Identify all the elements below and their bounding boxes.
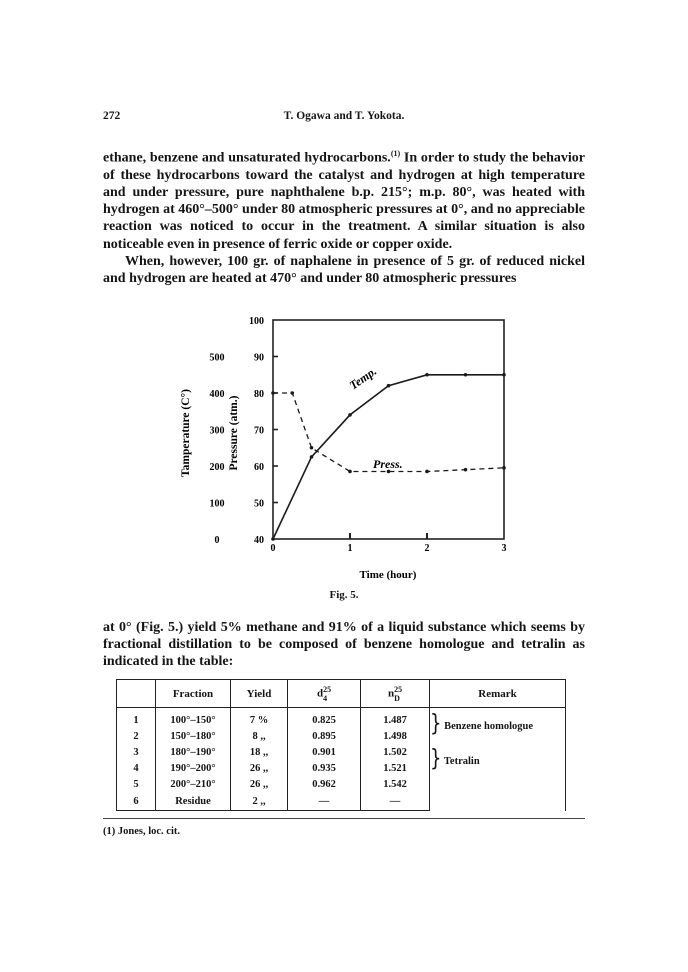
press-point bbox=[348, 470, 352, 474]
temperature-tick-label: 200 bbox=[209, 462, 225, 473]
temp-point bbox=[271, 537, 275, 541]
pressure-tick-label: 80 bbox=[254, 389, 264, 400]
table-row: 2 150°–180° 8 ,, 0.895 1.498 bbox=[117, 728, 566, 744]
table-row: 3 180°–190° 18 ,, 0.901 1.502 bbox=[117, 744, 566, 760]
paragraph-3: at 0° (Fig. 5.) yield 5% methane and 91% of a liquid substance which seems by fractional distillation to be composed of benzene homologue and tetralin as indicated in the table: bbox=[103, 620, 585, 670]
remark-tetralin: } Tetralin bbox=[430, 744, 480, 773]
press-point bbox=[464, 468, 468, 472]
press-point bbox=[271, 391, 275, 395]
figure-caption: Fig. 5. bbox=[329, 589, 359, 601]
footnote-ref: (1) bbox=[390, 149, 401, 158]
temp-point bbox=[387, 384, 391, 388]
temperature-tick-label: 100 bbox=[209, 498, 225, 510]
col-header-density: d25 4 bbox=[288, 680, 361, 708]
x-tick-label: 2 bbox=[424, 543, 430, 554]
remark-benzene: } Benzene homologue bbox=[430, 709, 534, 738]
body-text-bottom bbox=[103, 619, 585, 671]
temp-point bbox=[348, 413, 352, 417]
pressure-tick-label: 90 bbox=[254, 352, 264, 364]
temp-point bbox=[310, 455, 314, 459]
temperature-tick-label: 400 bbox=[209, 389, 225, 400]
tick-labels bbox=[210, 316, 507, 554]
fraction-table bbox=[116, 679, 566, 811]
running-head: T. Ogawa and T. Yokota. bbox=[283, 110, 405, 122]
temp-point bbox=[464, 373, 468, 377]
temperature-axis-label: Tamperature (C°) bbox=[180, 389, 192, 477]
footnote: (1) Jones, loc. cit. bbox=[103, 826, 180, 837]
table-header-row bbox=[117, 680, 566, 708]
press-point bbox=[425, 470, 429, 474]
press-point bbox=[310, 446, 314, 450]
temperature-tick-label: 0 bbox=[214, 535, 220, 546]
pressure-axis-label: Pressure (atm.) bbox=[228, 395, 240, 471]
x-tick-label: 0 bbox=[270, 543, 276, 554]
col-header-yield: Yield bbox=[231, 680, 288, 708]
press-point bbox=[290, 391, 294, 395]
pressure-tick-label: 100 bbox=[249, 316, 264, 327]
col-header-number bbox=[117, 680, 156, 708]
paragraph-1: ethane, benzene and unsaturated hydrocarbons.$^{(1)}$ In order to study the behavior of these hydrocarbons toward the catalyst and hydrogen at high temperature and under pressure, pure naphthalene b.p. 215°; m.p. 80°, was heated with hydrogen at 460°–500° under 80 atmospheric pressures at 0°, and no appreciable reaction was noticed to occur in the treatment. A similar situation is also noticeable even in presence of ferric oxide or copper oxide. bbox=[103, 149, 585, 252]
table-row: 5 200°–210° 26 ,, 0.962 1.542 bbox=[117, 776, 566, 792]
col-header-fraction: Fraction bbox=[156, 680, 231, 708]
pressure-tick-label: 70 bbox=[254, 425, 264, 437]
temperature-tick-label: 500 bbox=[209, 352, 225, 364]
x-axis-label: Time (hour) bbox=[359, 569, 417, 581]
temp-series-label: Temp. bbox=[346, 363, 380, 393]
paragraph-2: When, however, 100 gr. of naphalene in presence of 5 gr. of reduced nickel and hydrogen are heated at 470° and under 80 atmospheric pressures bbox=[103, 253, 585, 287]
body-text-top bbox=[103, 145, 585, 287]
temp-point bbox=[425, 373, 429, 377]
x-tick-label: 3 bbox=[501, 543, 507, 554]
x-tick-label: 1 bbox=[347, 543, 353, 554]
press-series-label: Press. bbox=[373, 457, 403, 471]
col-header-refractive-index: n25 D bbox=[361, 680, 430, 708]
footnote-rule bbox=[103, 818, 585, 819]
pressure-tick-label: 60 bbox=[254, 462, 264, 473]
temperature-tick-label: 300 bbox=[209, 425, 225, 437]
temp-point bbox=[502, 373, 506, 377]
plot-frame bbox=[273, 320, 504, 539]
remark-cell bbox=[430, 708, 566, 811]
figure-5-chart bbox=[170, 305, 520, 585]
table-row: 4 190°–200° 26 ,, 0.935 1.521 bbox=[117, 760, 566, 776]
table-row: 1 100°–150° 7 % 0.825 1.487 } Benzene homologue } Tetralin bbox=[117, 708, 566, 729]
col-header-remark: Remark bbox=[430, 680, 566, 708]
pressure-tick-label: 40 bbox=[254, 535, 264, 546]
pressure-tick-label: 50 bbox=[254, 498, 264, 510]
page-number: 272 bbox=[103, 110, 121, 122]
press-point bbox=[502, 466, 506, 470]
table-row: 6 Residue 2 ,, — — bbox=[117, 792, 566, 811]
